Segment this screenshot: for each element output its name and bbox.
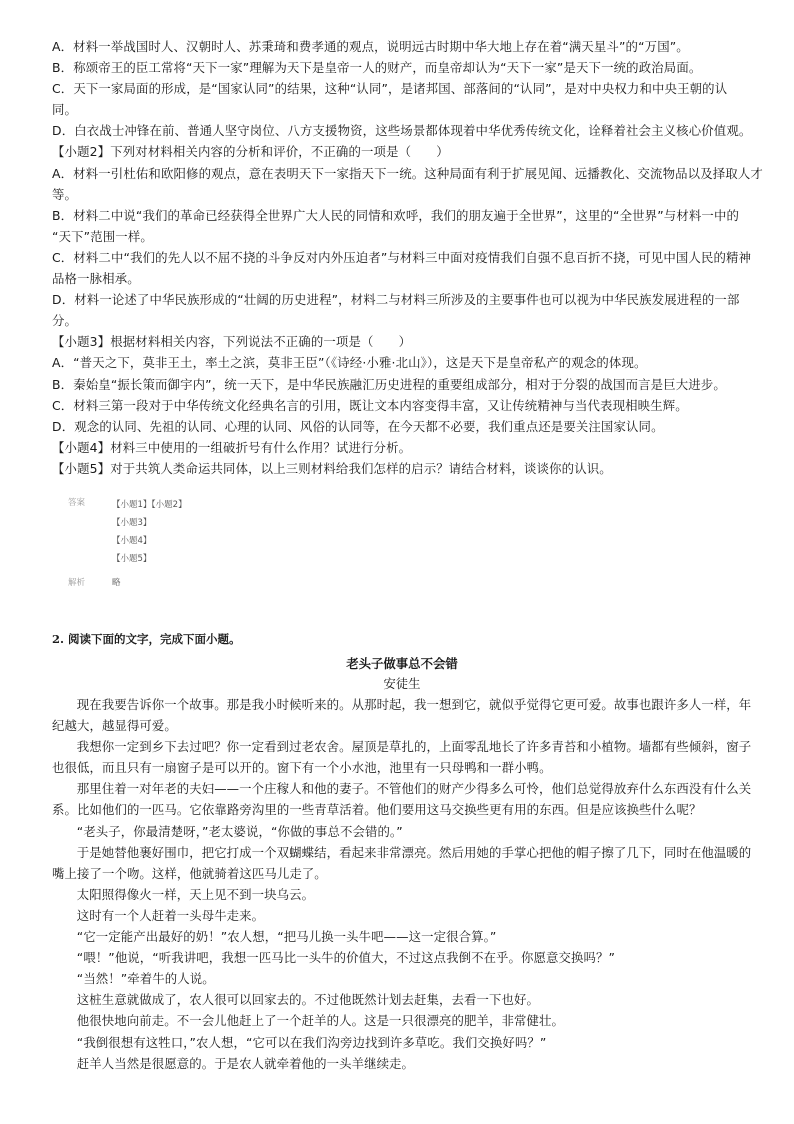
q1-line: 品格一脉相承。	[52, 271, 140, 287]
q1-line: D．观念的认同、先祖的认同、心理的认同、风俗的认同等，在今天都不必要，我们重点还是要关注国家认同。	[52, 418, 664, 434]
question-2-heading: 2. 阅读下面的文字，完成下面小题。	[52, 632, 241, 646]
story-paragraph: “它一定能产出最好的奶！”农人想，“把马儿换一头牛吧——这一定很合算。”	[76, 929, 497, 945]
question-2	[52, 630, 752, 1074]
analysis-label: 解析	[68, 578, 86, 588]
q1-line: 同。	[52, 102, 78, 118]
q1-line: “天下”范围一样。	[52, 228, 153, 244]
answer-line: 【小题3】	[112, 518, 152, 528]
story-paragraph: 这时有一个人赶着一头母牛走来。	[76, 907, 265, 923]
q1-line: A．材料一举战国时人、汉朝时人、苏秉琦和费孝通的观点，说明远古时期中华大地上存在着“满天星斗”的“万国”。	[52, 39, 689, 54]
q1-line: C．天下一家局面的形成，是“国家认同”的结果，这种“认同”，是诸邦国、部落间的“认同”，是对中央权力和中央王朝的认	[52, 81, 728, 97]
story-paragraph: 赶羊人当然是很愿意的。于是农人就牵着他的一头羊继续走。	[76, 1055, 415, 1071]
answer-line: 【小题5】	[112, 554, 152, 564]
analysis-value: 略	[112, 578, 121, 588]
answer-line: 【小题4】	[112, 536, 152, 546]
q1-line: B．材料二中说“我们的革命已经获得全世界广大人民的同情和欢呼，我们的朋友遍于全世界”，这里的“全世界”与材料一中的	[52, 207, 740, 223]
story-paragraph: 现在我要告诉你一个故事。那是我小时候听来的。从那时起，我一想到它，就似乎觉得它更可爱。故事也跟许多人一样，年纪越大，越显得可爱。	[52, 697, 752, 734]
q1-line: C．材料二中“我们的先人以不屈不挠的斗争反对内外压迫者”与材料三中面对疫情我们自强不息百折不挠，可见中国人民的精神	[52, 249, 752, 265]
story-paragraph: “当然！”牵着牛的人说。	[76, 971, 215, 987]
answer-label: 答案	[68, 498, 86, 508]
q1-line: D．白衣战士冲锋在前、普通人坚守岗位、八方支援物资，这些场景都体现着中华优秀传统文化，诠释着社会主义核心价值观。	[52, 123, 752, 139]
q1-subquestion: 【小题4】材料三中使用的一组破折号有什么作用？试进行分析。	[52, 439, 412, 455]
answer-line: 【小题1】【小题2】	[112, 500, 187, 510]
q1-line: A．“普天之下，莫非王土，率土之滨，莫非王臣”（《诗经·小雅·北山》），这是天下是皇帝私产的观念的体现。	[52, 355, 647, 371]
q1-subquestion: 【小题3】根据材料相关内容，下列说法不正确的一项是（ ）	[52, 334, 412, 350]
story-paragraph: “喂！”他说，“听我讲吧，我想一匹马比一头牛的价值大，不过这点我倒不在乎。你愿意交换吗？”	[76, 950, 615, 966]
story-paragraph: 这桩生意就做成了，农人很可以回家去的。不过他既然计划去赶集，去看一下也好。	[76, 992, 539, 1008]
q1-line: B．秦始皇“振长策而御宇内”，统一天下，是中华民族融汇历史进程的重要组成部分，相对于分裂的战国而言是巨大进步。	[52, 376, 726, 392]
question-1-options	[52, 36, 763, 479]
q1-line: D．材料一论述了中华民族形成的“壮阔的历史进程”，材料二与材料三所涉及的主要事件也可以视为中华民族发展进程的一部	[52, 292, 740, 308]
story-paragraph: 于是她替他裹好围巾，把它打成一个双蝴蝶结，看起来非常漂亮。然后用她的手掌心把他的帽子擦了几下，同时在他温暖的嘴上接了一个吻。这样，他就骑着这匹马儿走了。	[52, 844, 752, 881]
story-title: 老头子做事总不会错	[346, 656, 458, 671]
q1-subquestion: 【小题5】对于共筑人类命运共同体，以上三则材料给我们怎样的启示？请结合材料，谈谈你的认识。	[52, 460, 612, 476]
story-paragraph: “老头子，你最清楚呀，”老太婆说，“你做的事总不会错的。”	[76, 823, 403, 839]
story-paragraph: 我想你一定到乡下去过吧？你一定看到过老农舍。屋顶是草扎的，上面零乱地长了许多青苔和小植物。墙都有些倾斜，窗子也很低，而且只有一扇窗子是可以开的。窗下有一个小水池，池里有一只母鸭和一群小鸭。	[52, 739, 752, 776]
q1-line: C．材料三第一段对于中华传统文化经典名言的引用，既让文本内容变得丰富，又让传统精神与当代表现相映生辉。	[52, 397, 688, 413]
story-author: 安徒生	[383, 676, 421, 691]
q1-line: 分。	[52, 313, 78, 329]
story-paragraph: 太阳照得像火一样，天上见不到一块乌云。	[76, 886, 315, 902]
q1-subquestion: 【小题2】下列对材料相关内容的分析和评价，不正确的一项是（ ）	[52, 144, 449, 160]
q1-line: A．材料一引杜佑和欧阳修的观点，意在表明天下一家指天下一统。这种局面有利于扩展见闻、远播教化、交流物品以及择取人才	[52, 165, 763, 181]
story-paragraph: 他很快地向前走。不一会儿他赶上了一个赶羊的人。这是一只很漂亮的肥羊，非常健壮。	[76, 1013, 564, 1029]
story-paragraph: 那里住着一对年老的夫妇——一个庄稼人和他的妻子。不管他们的财产少得多么可怜，他们总觉得放弃什么东西没有什么关系。比如他们的一匹马。它依靠路旁沟里的一些青草活着。他们要用这马交换些更有用的东西。但是应该换些什么呢？	[52, 781, 752, 818]
story-paragraph: “我倒很想有这牲口，”农人想，“它可以在我们沟旁边找到许多草吃。我们交换好吗？”	[76, 1034, 547, 1050]
q1-line: 等。	[52, 186, 78, 202]
q1-line: B．称颂帝王的臣工常将“天下一家”理解为天下是皇帝一人的财产，而皇帝却认为“天下一家”是天下一统的政治局面。	[52, 60, 702, 76]
